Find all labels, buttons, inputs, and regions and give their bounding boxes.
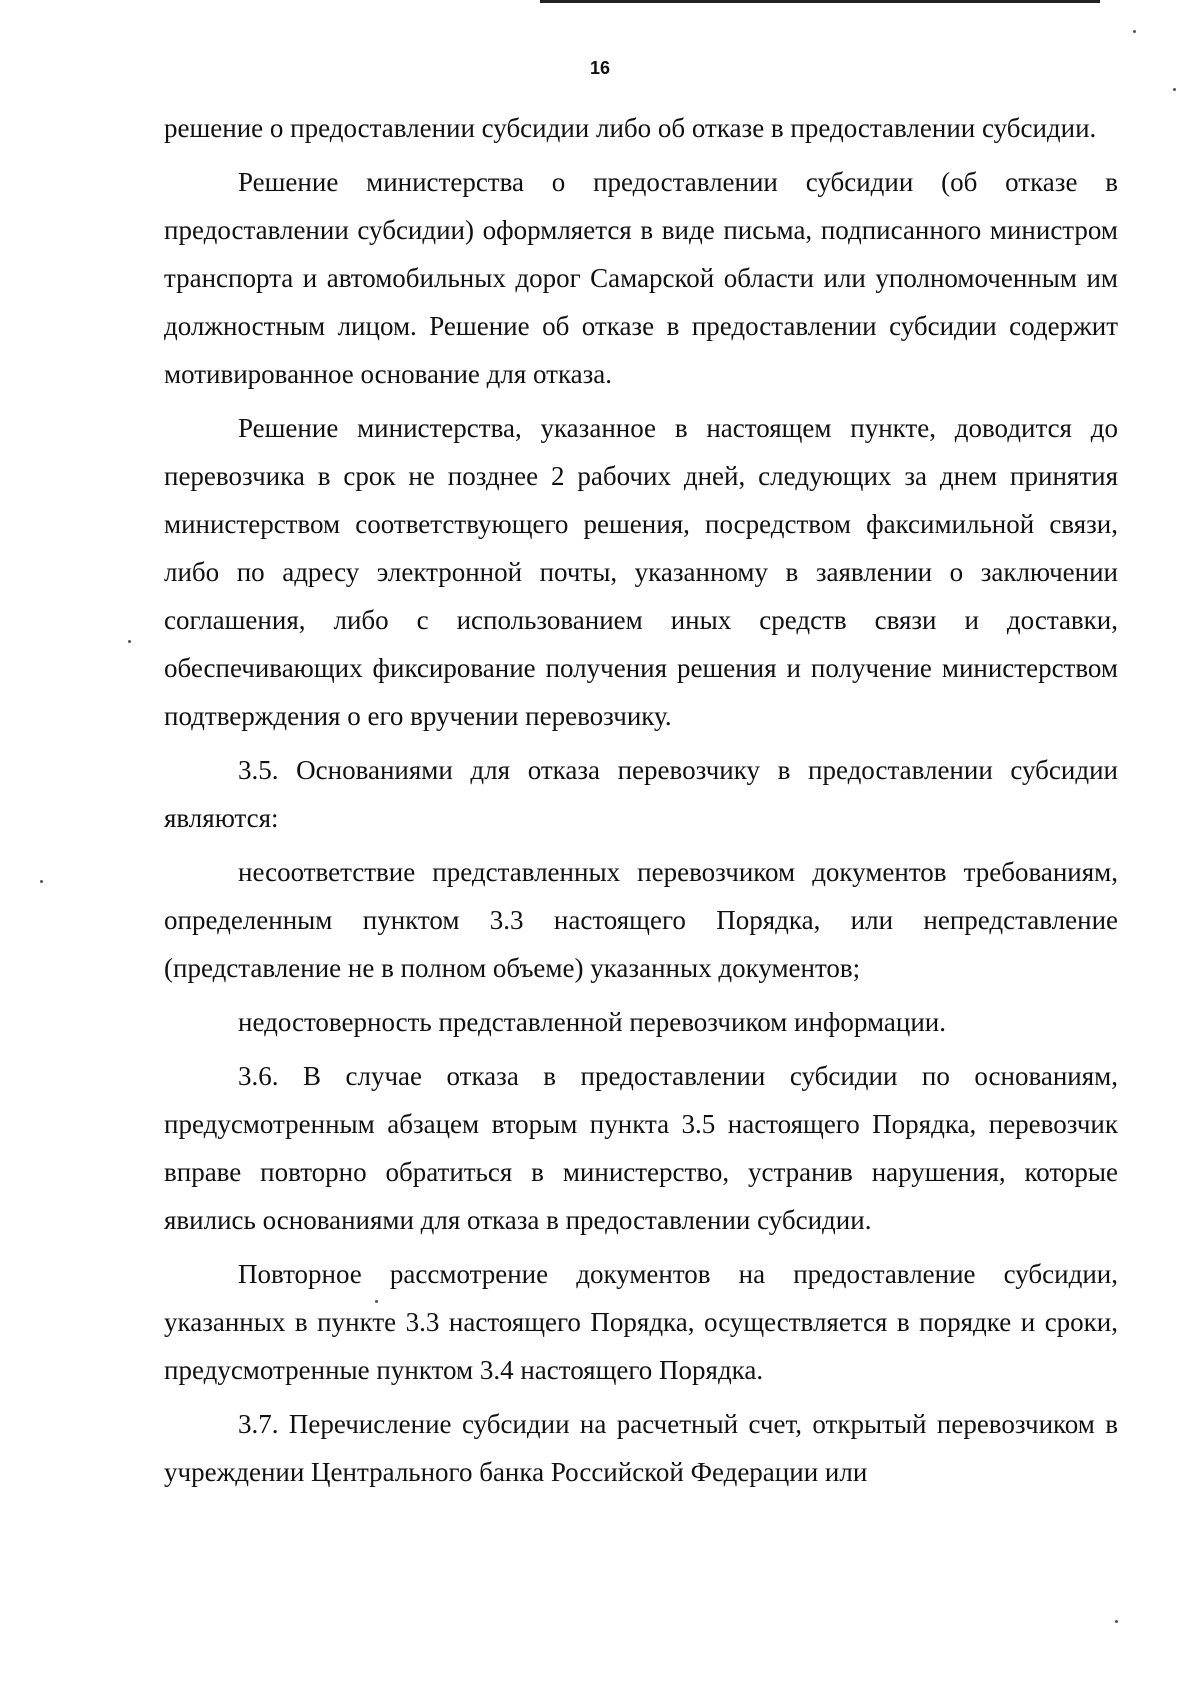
scan-speck (128, 640, 131, 643)
page-number: 16 (589, 58, 611, 78)
paragraph-continuation: решение о предоставлении субсидии либо об отказе в предоставлении субсидии. (164, 113, 1097, 143)
paragraph-decision-format: Решение министерства о предоставлении субсидии (об отказе в предоставлении субсидии) оформляется в виде письма, подписанного министром транспорта и автомобильных дорог Самарской области или уполномоченным им должностным лицом. Решение об отказе в предоставлении субсидии содержит мотивированное основание для отказа. (164, 167, 1118, 389)
paragraph-refusal-ground-2: недостоверность представленной перевозчиком информации. (238, 1007, 946, 1037)
scan-speck (1133, 30, 1136, 33)
paragraph-clause-3-5: 3.5. Основаниями для отказа перевозчику в предоставлении субсидии являются: (164, 755, 1118, 833)
paragraph-decision-delivery: Решение министерства, указанное в настоящем пункте, доводится до перевозчика в срок не позднее 2 рабочих дней, следующих за днем принятия министерством соответствующего решения, посредством факсимильной связи, либо по адресу электронной почты, указанному в заявлении о заключении соглашения, либо с использованием иных средств связи и доставки, обеспечивающих фиксирование получения решения и получение министерством подтверждения о его вручении перевозчику. (164, 413, 1118, 731)
document-body (164, 104, 1118, 1502)
top-edge-rule (540, 0, 1100, 3)
scan-speck (40, 880, 43, 883)
paragraph-reconsideration: Повторное рассмотрение документов на предоставление субсидии, указанных в пункте 3.3 настоящего Порядка, осуществляется в порядке и сроки, предусмотренные пунктом 3.4 настоящего Порядка. (164, 1259, 1118, 1385)
scan-speck (1115, 1620, 1118, 1623)
scan-speck (1173, 88, 1176, 91)
paragraph-refusal-ground-1: несоответствие представленных перевозчиком документов требованиям, определенным пунктом 3.3 настоящего Порядка, или непредставление (представление не в полном объеме) указанных документов; (164, 857, 1118, 983)
scan-speck (375, 1300, 378, 1303)
paragraph-clause-3-7: 3.7. Перечисление субсидии на расчетный счет, открытый перевозчиком в учреждении Центрального банка Российской Федерации или (164, 1409, 1118, 1487)
paragraph-clause-3-6: 3.6. В случае отказа в предоставлении субсидии по основаниям, предусмотренным абзацем вторым пункта 3.5 настоящего Порядка, перевозчик вправе повторно обратиться в министерство, устранив нарушения, которые явились основаниями для отказа в предоставлении субсидии. (164, 1061, 1118, 1235)
